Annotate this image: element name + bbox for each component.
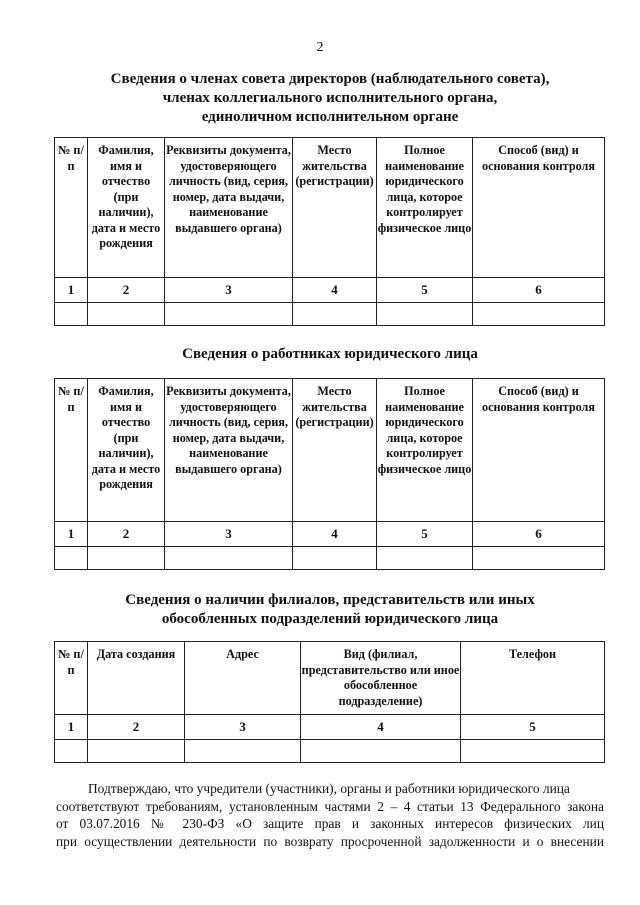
empty-cell	[473, 547, 605, 570]
paragraph-line: соответствуют требованиям, установленным частями 2 – 4 статьи 13 Федерального закона	[56, 798, 604, 814]
header-cell-creation-date: Дата создания	[88, 642, 185, 715]
header-cell-control-method: Способ (вид) и основания контроля	[473, 379, 605, 522]
empty-cell	[55, 547, 88, 570]
header-cell-number: № п/п	[55, 138, 88, 278]
paragraph-line: при осуществлении деятельности по возврату просроченной задолженности и о внесении	[56, 833, 604, 849]
empty-cell	[88, 303, 165, 326]
section1-title-line: единоличном исполнительном органе	[201, 109, 459, 125]
employees-table	[54, 378, 605, 570]
column-number-cell: 1	[55, 715, 88, 740]
header-cell-address: Адрес	[185, 642, 301, 715]
header-cell-residence: Место жительства (регистрации)	[293, 379, 377, 522]
table-header-row	[55, 379, 605, 522]
section3-title-line: обособленных подразделений юридического лица	[161, 611, 499, 627]
table-column-numbers-row	[55, 715, 605, 740]
section1-title	[40, 70, 620, 127]
empty-cell	[165, 547, 293, 570]
column-number-cell: 5	[461, 715, 605, 740]
section1-title-line: Сведения о членах совета директоров (наблюдательного совета),	[110, 71, 550, 87]
table-column-numbers-row	[55, 522, 605, 547]
header-cell-full-name: Фамилия, имя и отчество (при наличии), дата и место рождения	[88, 379, 165, 522]
paragraph-line: Подтверждаю, что учредители (участники), органы и работники юридического лица	[88, 781, 570, 796]
empty-cell	[55, 303, 88, 326]
empty-cell	[165, 303, 293, 326]
column-number-cell: 2	[88, 715, 185, 740]
header-cell-full-name: Фамилия, имя и отчество (при наличии), дата и место рождения	[88, 138, 165, 278]
header-cell-controlled-entity: Полное наименование юридического лица, которое контролирует физическое лицо	[377, 138, 473, 278]
table-column-numbers-row	[55, 278, 605, 303]
header-cell-controlled-entity: Полное наименование юридического лица, которое контролирует физическое лицо	[377, 379, 473, 522]
header-cell-phone: Телефон	[461, 642, 605, 715]
column-number-cell: 5	[377, 522, 473, 547]
column-number-cell: 4	[293, 522, 377, 547]
column-number-cell: 6	[473, 278, 605, 303]
column-number-cell: 3	[165, 522, 293, 547]
empty-cell	[473, 303, 605, 326]
empty-cell	[293, 303, 377, 326]
section3-title-line: Сведения о наличии филиалов, представительств или иных	[125, 592, 535, 608]
empty-cell	[377, 547, 473, 570]
empty-cell	[55, 740, 88, 763]
header-cell-unit-type: Вид (филиал, представительство или иное обособленное подразделение)	[301, 642, 461, 715]
confirmation-paragraph	[56, 780, 604, 850]
header-cell-residence: Место жительства (регистрации)	[293, 138, 377, 278]
column-number-cell: 1	[55, 278, 88, 303]
empty-cell	[293, 547, 377, 570]
header-cell-number: № п/п	[55, 379, 88, 522]
section2-title	[40, 345, 620, 364]
empty-cell	[88, 547, 165, 570]
column-number-cell: 3	[185, 715, 301, 740]
empty-cell	[301, 740, 461, 763]
column-number-cell: 4	[293, 278, 377, 303]
table-empty-row	[55, 547, 605, 570]
empty-cell	[185, 740, 301, 763]
column-number-cell: 1	[55, 522, 88, 547]
table-empty-row	[55, 303, 605, 326]
empty-cell	[88, 740, 185, 763]
branches-table	[54, 641, 605, 763]
column-number-cell: 2	[88, 522, 165, 547]
section1-title-line: членах коллегиального исполнительного органа,	[162, 90, 498, 106]
column-number-cell: 2	[88, 278, 165, 303]
header-cell-control-method: Способ (вид) и основания контроля	[473, 138, 605, 278]
page-number: 2	[316, 40, 324, 55]
section3-title	[40, 591, 620, 629]
column-number-cell: 5	[377, 278, 473, 303]
table-header-row	[55, 642, 605, 715]
table-header-row	[55, 138, 605, 278]
header-cell-number: № п/п	[55, 642, 88, 715]
header-cell-id-document: Реквизиты документа, удостоверяющего личность (вид, серия, номер, дата выдачи, наименование выдавшего органа)	[165, 379, 293, 522]
column-number-cell: 4	[301, 715, 461, 740]
paragraph-line: от 03.07.2016 № 230-ФЗ «О защите прав и законных интересов физических лиц	[56, 816, 604, 831]
column-number-cell: 6	[473, 522, 605, 547]
directors-table	[54, 137, 605, 326]
header-cell-id-document: Реквизиты документа, удостоверяющего личность (вид, серия, номер, дата выдачи, наименование выдавшего органа)	[165, 138, 293, 278]
table-empty-row	[55, 740, 605, 763]
section2-title-line: Сведения о работниках юридического лица	[182, 346, 478, 362]
column-number-cell: 3	[165, 278, 293, 303]
empty-cell	[461, 740, 605, 763]
empty-cell	[377, 303, 473, 326]
